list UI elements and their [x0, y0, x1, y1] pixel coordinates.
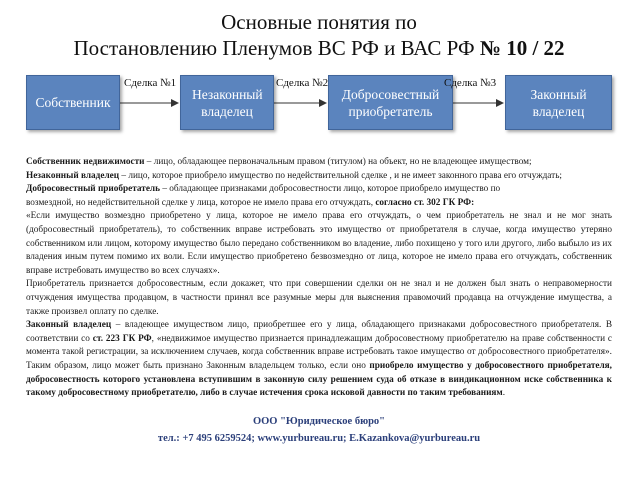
body-text	[26, 156, 612, 401]
footer-contacts: тел.: +7 495 6259524; www.yurbureau.ru; E.Kazankova@yurbureau.ru	[157, 433, 481, 444]
deal-label-2: Сделка №2	[276, 77, 329, 89]
definition-illegal-possessor: Незаконный владелец – лицо, которое приобрело имущество по недействительной сделке , и не имеет законного права его отчуждать;	[26, 170, 562, 181]
definition-legal-possessor: Законный владелец – владеющее имуществом лицо, приобретшее его у лица, обладающего признаками добросовестного приобретателя. В соответствии со ст. 223 ГК РФ, «недвижимое имущество признается принадлежащим добросовестному приобретателю на праве собственности с момента такой регистрации, за исключением случаев, когда собственник вправе истребовать такое имущество от добросовестного приобретателя». Таким образом, лицо может быть признано Законным владельцем только, если оно приобрело имущество у добросовестного приобретателя, добросовестность которого установлена вступившим в законную силу решением суда об отказе в виндикационном иске собственника к такому добросовестному приобретателю, либо в случае истечения срока исковой давности по таким требованиям.	[26, 320, 613, 399]
good-faith-criteria: Приобретатель признается добросовестным, если докажет, что при совершении сделки он не знал и не должен был знать о неправомерности отчуждения имущества продавцом, в частности принял все разумные меры для выяснения правомочий продавца на отчуждение имущества, а также произвел оплату по сделке.	[26, 279, 612, 317]
article-302-intro: возмездной, но недействительной сделке у лица, которое не имело права его отчуждать, согласно ст. 302 ГК РФ:	[26, 197, 475, 208]
box-good-faith-acquirer: Добросовестный приобретатель	[328, 75, 453, 130]
resolution-number: № 10 / 22	[479, 36, 565, 60]
definition-good-faith-acquirer: Добросовестный приобретатель – обладающее признаками добросовестности лицо, которое приобрело имущество по	[26, 184, 501, 195]
deal-label-1: Сделка №1	[124, 77, 177, 89]
footer-company: ООО "Юридическое бюро"	[252, 416, 386, 427]
article-302-quote: «Если имущество возмездно приобретено у лица, которое не имело права его отчуждать, о чем приобретатель не знал и не мог знать (добросовестный приобретатель), то собственник вправе истребовать это имущество от приобретателя в случае, когда имущество утеряно собственником или лицом, которому имущество было передано собственником во владение, либо похищено у того или другого, либо выбыло из их владения иным путем помимо их воли. Если имущество приобретено безвозмездно от лица, которое не имело права его отчуждать, собственник вправе истребовать имущество во всех случаях».	[26, 211, 612, 276]
box-illegal-possessor: Незаконный владелец	[180, 75, 274, 130]
box-owner: Собственник	[26, 75, 120, 130]
box-legal-possessor: Законный владелец	[505, 75, 612, 130]
deal-label-3: Сделка №3	[444, 77, 497, 89]
definition-owner: Собственник недвижимости – лицо, обладающее первоначальным правом (титулом) на объект, но не владеющее имуществом;	[26, 157, 532, 167]
title-main: Постановлению Пленумов ВС РФ и ВАС РФ	[73, 36, 480, 60]
page-title-line1: Основные понятия по	[221, 10, 417, 34]
